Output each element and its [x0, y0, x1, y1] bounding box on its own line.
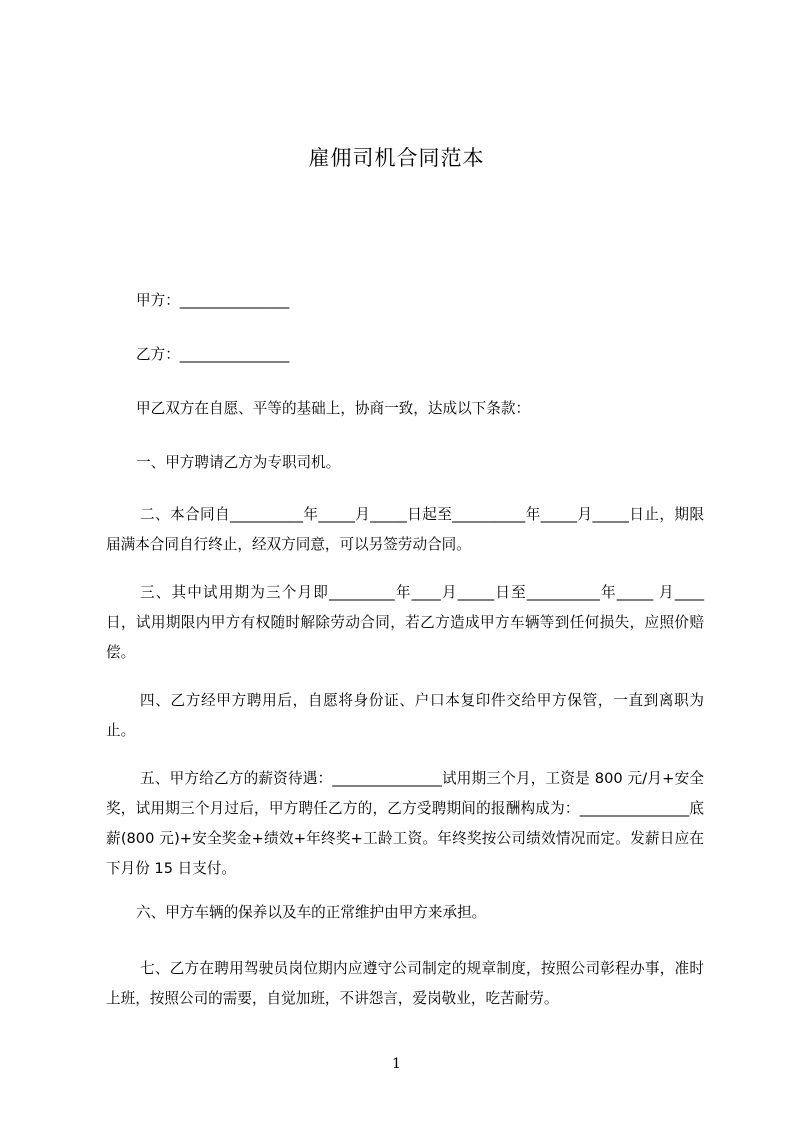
clause-4: 四、乙方经甲方聘用后，自愿将身份证、户口本复印件交给甲方保管，一直到离职为止。 [106, 692, 704, 739]
clause-7: 七、乙方在聘用驾驶员岗位期内应遵守公司制定的规章制度，按照公司彰程办事，准时上班，按照公司的需要，自觉加班，不讲怨言，爱岗敬业，吃苦耐劳。 [106, 960, 704, 1007]
document-title: 雇佣司机合同范本 [308, 146, 485, 170]
page-number: 1 [392, 1056, 401, 1072]
clause-2: 二、本合同自__________年_____月_____日起至__________年_____月_____日止，期限届满本合同自行终止，经双方同意，可以另签劳动合同。 [106, 506, 704, 553]
clause-3: 三、其中试用期为三个月即_________年____月_____日至__________年_____ 月____日，试用期限内甲方有权随时解除劳动合同，若乙方造成甲方车辆等到任何损失，应照价赔偿。 [106, 584, 704, 661]
clause-1: 一、甲方聘请乙方为专职司机。 [136, 454, 341, 471]
party-a-line: 甲方：_______________ [136, 292, 290, 309]
clause-6: 六、甲方车辆的保养以及车的正常维护由甲方来承担。 [136, 904, 487, 921]
party-b-line: 乙方：_______________ [136, 346, 290, 363]
clause-5: 五、甲方给乙方的薪资待遇：_______________试用期三个月，工资是 800 元/月+安全奖，试用期三个月过后，甲方聘任乙方的，乙方受聘期间的报酬构成为：_______________底薪(800 元)+安全奖金+绩效+年终奖+工龄工资。年终奖按公司绩效情况而定。发薪日应在下月份 15 日支付。 [106, 770, 704, 877]
intro-paragraph: 甲乙双方在自愿、平等的基础上，协商一致，达成以下条款： [136, 400, 531, 417]
